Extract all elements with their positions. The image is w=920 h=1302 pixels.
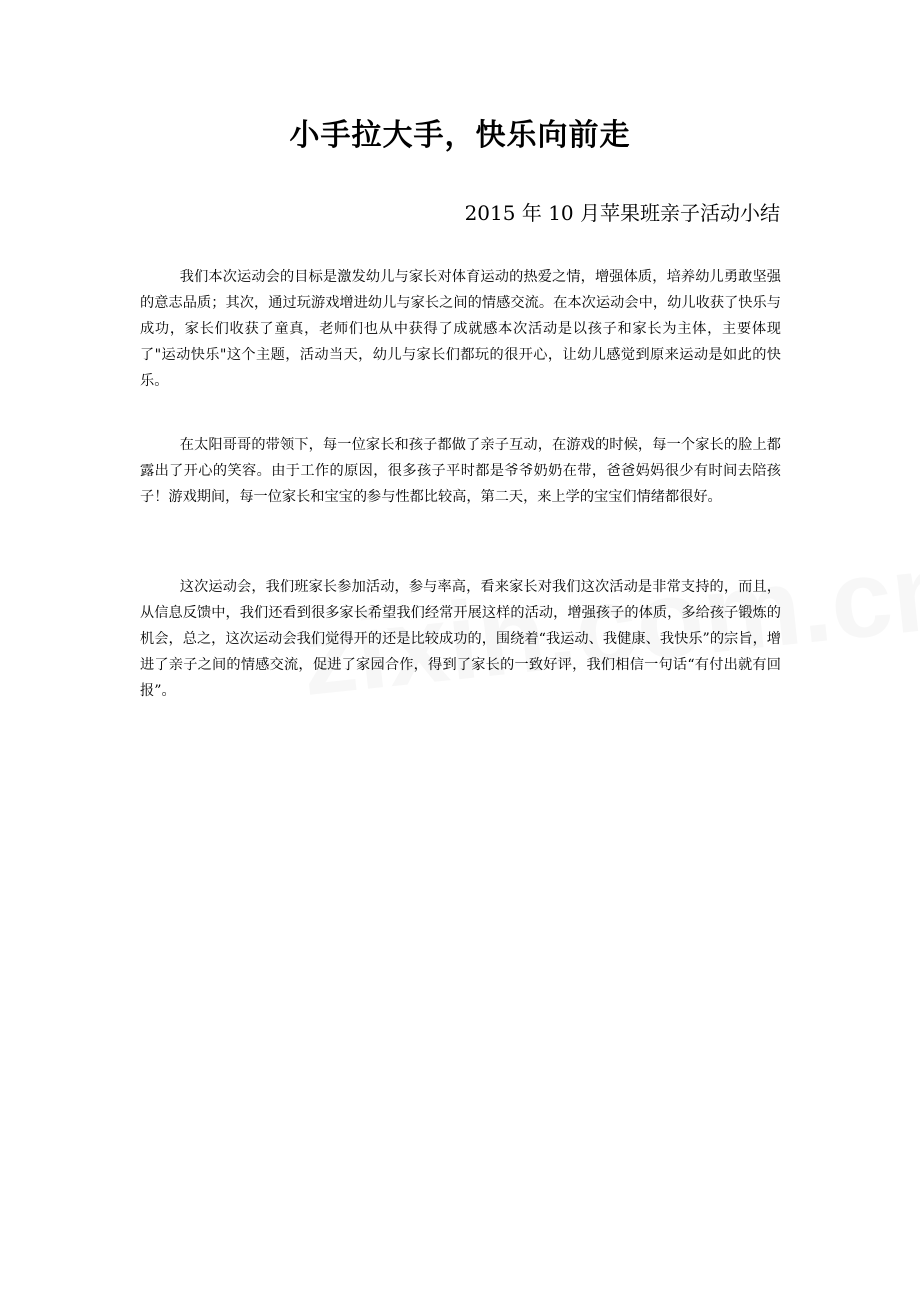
paragraph-1: 我们本次运动会的目标是激发幼儿与家长对体育运动的热爱之情，增强体质，培养幼儿勇敢坚强的意志品质；其次，通过玩游戏增进幼儿与家长之间的情感交流。在本次运动会中，幼儿收获了快乐与成功，家长们收获了童真，老师们也从中获得了成就感本次活动是以孩子和家长为主体，主要体现了"运动快乐"这个主题，活动当天，幼儿与家长们都玩的很开心，让幼儿感觉到原来运动是如此的快乐。: [140, 269, 781, 389]
paragraph-3: 这次运动会，我们班家长参加活动，参与率高，看来家长对我们这次活动是非常支持的，而且，从信息反馈中，我们还看到很多家长希望我们经常开展这样的活动，增强孩子的体质，多给孩子锻炼的机会，总之，这次运动会我们觉得开的还是比较成功的，围绕着“我运动、我健康、我快乐”的宗旨，增进了亲子之间的情感交流，促进了家园合作，得到了家长的一致好评，我们相信一句话“有付出就有回报”。: [140, 579, 781, 699]
document-subtitle: 2015 年 10 月苹果班亲子活动小结: [464, 201, 780, 225]
paragraph-2: 在太阳哥哥的带领下，每一位家长和孩子都做了亲子互动，在游戏的时候，每一个家长的脸上都露出了开心的笑容。由于工作的原因，很多孩子平时都是爷爷奶奶在带，爸爸妈妈很少有时间去陪孩子！游戏期间，每一位家长和宝宝的参与性都比较高，第二天，来上学的宝宝们情绪都很好。: [140, 437, 781, 505]
document-title: 小手拉大手，快乐向前走: [289, 118, 631, 153]
